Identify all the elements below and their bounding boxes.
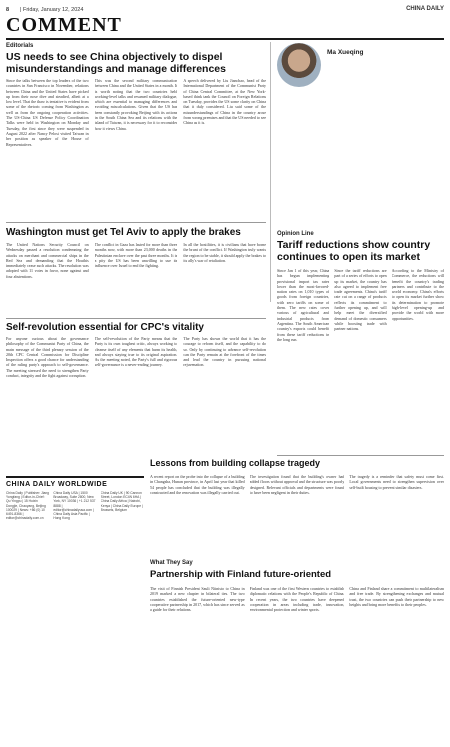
text-column: Since the talks between the top leaders of the two countries in San Francisco in November, relations between China and the United States have picked up from their nose dive and steadied, albeit at a low level. That the thaw is tentative is evident from some of the rhetoric coming from Washington as well as from the ongoing cooperation activities. The US-China US Defense Policy Coordination Talks were held in Washington on Monday and Tuesday, the first since they were suspended in August 2022 after Nancy Pelosi visited Taiwan in her position as speaker of the House of Representatives.	[6, 78, 89, 147]
text-column: The visit of Finnish President Sauli Niinisto to China in 2019 marked a new chapter in bilateral ties. The two countries established the future-oriented new-type cooperative partnership in 2017, which has since served as a guide for their relations.	[150, 586, 245, 613]
staff-column: China Daily UK | 90 Cannon Street, London EC4N 6HA | China Daily Africa | Nairobi, Kenya | China Daily Europe | Brussels, Belgium	[100, 491, 143, 512]
section-rule	[6, 38, 444, 40]
editorial-headline[interactable]: Washington must get Tel Aviv to apply the brakes	[6, 227, 241, 238]
what-they-say-kicker: What They Say	[150, 560, 193, 566]
staff-box-title: CHINA DAILY WORLDWIDE	[6, 481, 108, 488]
text-column: A speech delivered by Liu Jianchao, head of the International Department of the Communist Party of China Central Committee, at the New York-based think tank the Council on Foreign Relations on Tuesday, provides the US some clarity on China that it duly considered. Liu said some of the misunderstandings of China in the country arose from wrong premises and that the US needed to see China as it is.	[183, 78, 267, 126]
editorials-kicker: Editorials	[6, 43, 34, 49]
text-column: Since the tariff reductions are part of a series of efforts to open up its market, the country has also agreed to implement free trade agreements. China's tariff rate cut on a range of products reflects its commitment to further opening up, and will help meet the diversified demand of domestic consumers while boosting trade with partner nations.	[334, 268, 387, 332]
editorial-headline[interactable]: US needs to see China objectively to dispel misunderstandings and manage differences	[6, 51, 226, 75]
columnist-avatar	[277, 43, 321, 87]
text-column: The self-revolution of the Party means that the Party is its own toughest critic, always working to cleanse itself of any elements that harm its health, and always staying true to its original aspiration. As the meeting noted, the Party's full and rigorous self-governance is a never-ending journey.	[94, 336, 178, 368]
text-column: The United Nations Security Council on Wednesday passed a resolution condemning the attacks on merchant and commercial ships in the Red Sea and demanding that the Houthis immediately cease such attacks. The resolution was adopted with 11 votes in favor, none against and four abstentions.	[6, 242, 89, 279]
text-column: A recent report on the probe into the collapse of a building in Changsha, Hunan province, in April last year that killed 54 people has concluded that the building was illegally constructed and the renovation was illegally carried out.	[150, 474, 245, 495]
lessons-body	[150, 474, 444, 554]
columnist-block	[277, 43, 444, 100]
divider	[6, 318, 266, 319]
text-column: The investigation found that the building's owner had added floors without approval and the structure was poorly designed. Relevant officials and departments were found to have been negligent in their duties.	[249, 474, 345, 495]
brand-name: CHINA DAILY	[406, 6, 444, 12]
editorial-body	[6, 336, 266, 470]
opinion-kicker: Opinion Line	[277, 231, 314, 237]
page-number: 8	[6, 7, 10, 13]
staff-column: China Daily | Publisher: Jiang Yongfang | Editor-in-Chief: Qu Yingpu | 15 Huixin Dongjie, Chaoyang, Beijing 100029 | News: +86 (0) 10 6491-8366 | editor@chinadaily.com.cn	[6, 491, 50, 521]
staff-box	[6, 476, 144, 740]
lessons-headline[interactable]: Lessons from building collapse tragedy	[150, 458, 321, 468]
divider	[6, 222, 266, 223]
text-column: According to the Ministry of Commerce, the reductions will benefit the country's trading partners and contribute to the world economy. China's efforts to open its market further show its determination to promote high-level opening-up and provide the world with more opportunities.	[391, 268, 444, 321]
editorial-headline[interactable]: Self-revolution essential for CPC's vitality	[6, 322, 204, 333]
text-column: The Party has shown the world that it has the courage to reform itself, and the capability to do so. Only by continuing to advance self-revolution can the Party remain at the forefront of the times and lead the country in pursuing national rejuvenation.	[183, 336, 267, 368]
partnership-headline[interactable]: Partnership with Finland future-oriented	[150, 569, 332, 580]
issue-date: | Friday, January 12, 2024	[20, 7, 84, 13]
editorial-body	[6, 242, 266, 314]
section-title: COMMENT	[6, 14, 122, 36]
partnership-body	[150, 586, 444, 738]
columnist-name: Ma Xueqing	[327, 49, 364, 56]
divider	[277, 455, 444, 456]
column-divider	[270, 42, 271, 302]
text-column: The tragedy is a reminder that safety must come first. Local governments need to strengthen supervision over self-built housing to prevent similar disasters.	[349, 474, 445, 490]
text-column: China and Finland share a commitment to multilateralism and free trade. By strengthening exchanges and mutual trust, the two countries can push their partnership to new heights and bring more benefits to their peoples.	[349, 586, 445, 607]
text-column: Finland was one of the first Western countries to establish diplomatic relations with the People's Republic of China. In recent years, the two countries have deepened cooperation in areas including trade, innovation, environmental protection and winter sports.	[249, 586, 345, 613]
opinion-headline[interactable]: Tariff reductions show country continues to open its market	[277, 239, 431, 263]
text-column: Since Jan 1 of this year, China has begun implementing provisional import tax rates lower than the most-favored-nation rates on 1,010 types of goods from foreign countries, with zero tariffs on some of them. The new rates cover various of agricultural and industrial products from Argentina. The South American country's exports could benefit from these tariff reductions in the long run.	[277, 268, 330, 342]
editorial-body	[6, 78, 266, 221]
staff-column: China Daily USA | 1500 Broadway, Suite 2800, New York, NY 10036 | +1 212 537 8888 | editor@chinadailyusa.com | China Daily Asia Pacific | Hong Kong	[53, 491, 96, 521]
text-column: For anyone curious about the governance philosophy of the Communist Party of China, the main message of the third plenary session of the 20th CPC Central Commission for Discipline Inspection offers a good chance for understanding of the ruling party's approach to self-governance. The meeting stressed the need to strengthen Party conduct, integrity and the fight against corruption.	[6, 336, 89, 379]
text-column: In all the hostilities, it is civilians that have borne the brunt of the conflict. If Washington truly wants the region to be stable, it should apply the brakes to its ally's war of retaliation.	[183, 242, 267, 263]
text-column: The conflict in Gaza has lasted for more than three months now, with more than 23,000 deaths in the Palestinian enclave over the past three months. It is a pity the US has been unwilling to use its influence over Israel to end the fighting.	[94, 242, 178, 269]
text-column: This was the second military communication between China and the United States in a month. It is worth noting that the two countries held working-level talks and resumed military dialogue, which are essential to managing differences and avoiding miscalculations. Given that the US has been constantly provoking Beijing with its actions in the South China Sea and its relations with the island of Taiwan, it is necessary for it to reconsider how it views China.	[94, 78, 178, 131]
opinion-body	[277, 268, 444, 448]
